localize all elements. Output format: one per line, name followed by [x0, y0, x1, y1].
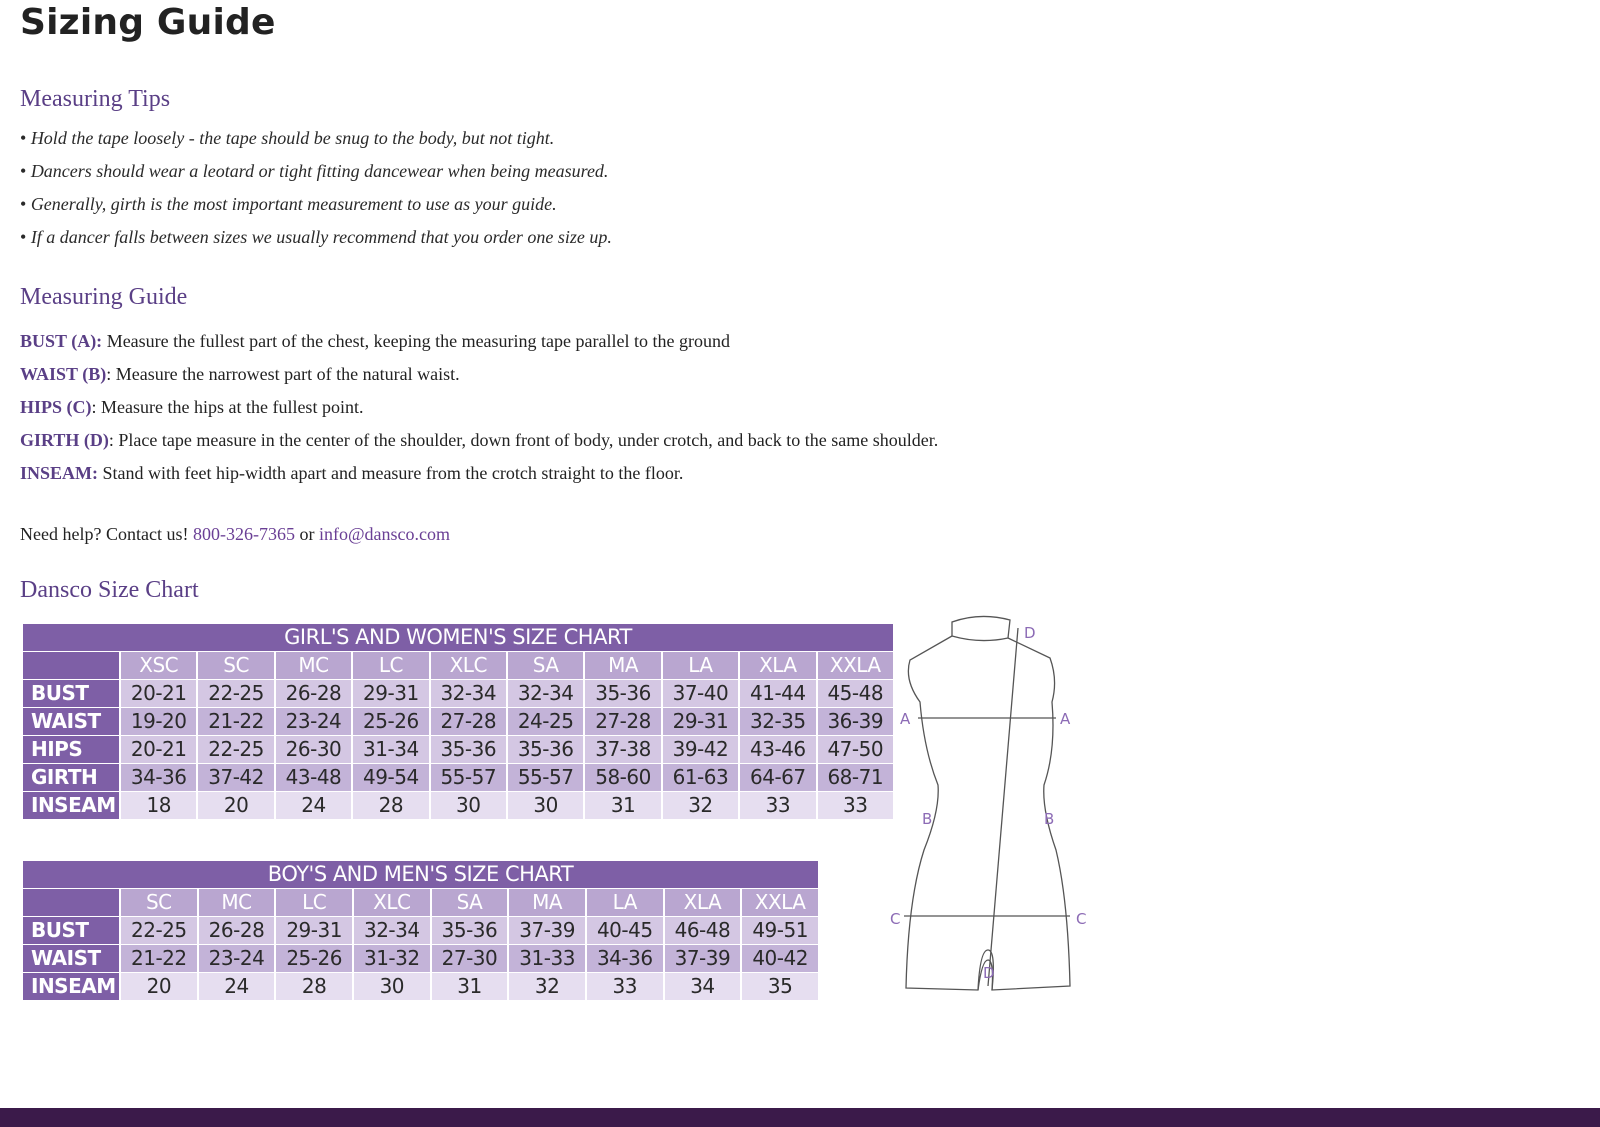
- tip-item: • Dancers should wear a leotard or tight fitting dancewear when being measured.: [20, 159, 612, 192]
- guide-item-waist: [20, 361, 938, 394]
- table-cell: 21-22: [121, 945, 197, 972]
- contact-prefix: Need help? Contact us!: [20, 524, 193, 544]
- table-cell: 20-21: [121, 680, 196, 707]
- girth-line: [988, 628, 1018, 986]
- girls-size-table: [20, 623, 895, 820]
- table-cell: 20: [198, 792, 273, 819]
- table-cell: 47-50: [818, 736, 893, 763]
- guide-item-bust: [20, 328, 938, 361]
- table-cell: 43-46: [740, 736, 815, 763]
- table-cell: 32: [663, 792, 738, 819]
- size-header: SA: [432, 889, 508, 916]
- table-cell: 23-24: [199, 945, 275, 972]
- table-cell: 35-36: [508, 736, 583, 763]
- table-cell: 34: [665, 973, 741, 1000]
- table-cell: 28: [276, 973, 352, 1000]
- table-cell: 29-31: [663, 708, 738, 735]
- table-cell: 37-42: [198, 764, 273, 791]
- table-cell: 40-42: [742, 945, 818, 972]
- table-cell: 41-44: [740, 680, 815, 707]
- table-cell: 23-24: [276, 708, 351, 735]
- table-row: [23, 680, 893, 707]
- table-cell: 22-25: [198, 680, 273, 707]
- guide-term: BUST (A):: [20, 331, 103, 351]
- table-row: [23, 917, 818, 944]
- table-cell: 31-34: [353, 736, 428, 763]
- label-b-left: B: [922, 810, 933, 828]
- table-cell: 34-36: [121, 764, 196, 791]
- table-cell: 31-32: [354, 945, 430, 972]
- table-cell: 24: [199, 973, 275, 1000]
- size-header: XXLA: [818, 652, 893, 679]
- guide-item-girth: [20, 427, 938, 460]
- row-label: GIRTH: [23, 764, 119, 791]
- contact-or: or: [294, 524, 319, 544]
- table-cell: 24: [276, 792, 351, 819]
- guide-term: HIPS (C): [20, 397, 92, 417]
- size-header: MC: [276, 652, 351, 679]
- label-b-right: B: [1044, 810, 1055, 828]
- row-label: INSEAM: [23, 973, 119, 1000]
- table-row: [23, 708, 893, 735]
- table-corner: [23, 652, 119, 679]
- tip-item: • If a dancer falls between sizes we usually recommend that you order one size up.: [20, 225, 612, 258]
- table-cell: 45-48: [818, 680, 893, 707]
- guide-text: : Measure the hips at the fullest point.: [91, 397, 364, 417]
- guide-item-inseam: [20, 460, 938, 493]
- size-header: XLA: [665, 889, 741, 916]
- size-header: XLC: [431, 652, 506, 679]
- table-cell: 64-67: [740, 764, 815, 791]
- measuring-tips-list: [20, 126, 612, 258]
- table-cell: 22-25: [121, 917, 197, 944]
- table-cell: 55-57: [431, 764, 506, 791]
- table-cell: 25-26: [353, 708, 428, 735]
- table-cell: 32-35: [740, 708, 815, 735]
- table-cell: 36-39: [818, 708, 893, 735]
- size-header: LA: [663, 652, 738, 679]
- row-label: WAIST: [23, 708, 119, 735]
- table-cell: 39-42: [663, 736, 738, 763]
- tip-item: • Hold the tape loosely - the tape should be snug to the body, but not tight.: [20, 126, 612, 159]
- table-cell: 31: [585, 792, 660, 819]
- table-cell: 22-25: [198, 736, 273, 763]
- table-cell: 27-30: [432, 945, 508, 972]
- table-cell: 30: [354, 973, 430, 1000]
- table-row: [23, 792, 893, 819]
- table-cell: 37-40: [663, 680, 738, 707]
- size-header: SC: [198, 652, 273, 679]
- body-outline: [904, 616, 1070, 990]
- row-label: HIPS: [23, 736, 119, 763]
- boys-size-table: [20, 860, 820, 1001]
- table-cell: 35-36: [431, 736, 506, 763]
- guide-text: : Measure the narrowest part of the natural waist.: [106, 364, 460, 384]
- table-cell: 19-20: [121, 708, 196, 735]
- size-header: MA: [585, 652, 660, 679]
- table-cell: 46-48: [665, 917, 741, 944]
- table-cell: 33: [740, 792, 815, 819]
- table-cell: 26-28: [276, 680, 351, 707]
- table-cell: 58-60: [585, 764, 660, 791]
- table-cell: 49-51: [742, 917, 818, 944]
- table-cell: 68-71: [818, 764, 893, 791]
- footer-bar: [0, 1108, 1600, 1127]
- table-cell: 26-28: [199, 917, 275, 944]
- size-header: XXLA: [742, 889, 818, 916]
- table-cell: 28: [353, 792, 428, 819]
- boys-table-title: BOY'S AND MEN'S SIZE CHART: [23, 861, 818, 888]
- tip-item: • Generally, girth is the most important measurement to use as your guide.: [20, 192, 612, 225]
- size-header: XLA: [740, 652, 815, 679]
- table-cell: 20-21: [121, 736, 196, 763]
- label-d-top: D: [1024, 624, 1036, 642]
- body-measurement-diagram: [880, 610, 1110, 1000]
- label-a-right: A: [1060, 710, 1071, 728]
- label-c-left: C: [890, 910, 901, 928]
- guide-item-hips: [20, 394, 938, 427]
- row-label: WAIST: [23, 945, 119, 972]
- label-d-bottom: D: [983, 964, 995, 982]
- table-cell: 35: [742, 973, 818, 1000]
- row-label: INSEAM: [23, 792, 119, 819]
- table-cell: 35-36: [432, 917, 508, 944]
- contact-line: [20, 524, 450, 545]
- collar-shape: [952, 616, 1010, 640]
- table-cell: 29-31: [353, 680, 428, 707]
- table-cell: 31-33: [509, 945, 585, 972]
- size-header: XLC: [354, 889, 430, 916]
- table-cell: 49-54: [353, 764, 428, 791]
- table-cell: 24-25: [508, 708, 583, 735]
- table-cell: 25-26: [276, 945, 352, 972]
- table-cell: 32-34: [431, 680, 506, 707]
- table-cell: 27-28: [431, 708, 506, 735]
- table-cell: 35-36: [585, 680, 660, 707]
- table-cell: 30: [508, 792, 583, 819]
- size-header: SC: [121, 889, 197, 916]
- label-a-left: A: [900, 710, 911, 728]
- size-header: XSC: [121, 652, 196, 679]
- label-c-right: C: [1076, 910, 1087, 928]
- size-chart-heading: Dansco Size Chart: [20, 577, 199, 603]
- diagram-labels: [890, 624, 1086, 982]
- table-cell: 18: [121, 792, 196, 819]
- guide-text: : Place tape measure in the center of the shoulder, down front of body, under crotch, and back to the same shoulder.: [108, 430, 939, 450]
- table-cell: 29-31: [276, 917, 352, 944]
- phone-link[interactable]: 800-326-7365: [192, 524, 295, 544]
- table-cell: 32-34: [354, 917, 430, 944]
- measuring-tips-heading: Measuring Tips: [20, 86, 171, 112]
- guide-term: WAIST (B): [20, 364, 107, 384]
- table-row: [23, 736, 893, 763]
- table-cell: 61-63: [663, 764, 738, 791]
- page-title: Sizing Guide: [20, 2, 276, 43]
- table-cell: 27-28: [585, 708, 660, 735]
- table-cell: 21-22: [198, 708, 273, 735]
- table-cell: 34-36: [587, 945, 663, 972]
- measuring-guide-list: [20, 328, 938, 493]
- guide-term: GIRTH (D): [20, 430, 109, 450]
- table-cell: 20: [121, 973, 197, 1000]
- table-cell: 37-39: [509, 917, 585, 944]
- table-cell: 30: [431, 792, 506, 819]
- size-header: SA: [508, 652, 583, 679]
- table-row: [23, 945, 818, 972]
- guide-term: INSEAM:: [20, 463, 99, 483]
- size-header: LC: [276, 889, 352, 916]
- row-label: BUST: [23, 680, 119, 707]
- table-cell: 32: [509, 973, 585, 1000]
- table-corner: [23, 889, 119, 916]
- table-row: [23, 973, 818, 1000]
- size-header: MC: [199, 889, 275, 916]
- size-header: LC: [353, 652, 428, 679]
- table-cell: 33: [587, 973, 663, 1000]
- size-header: MA: [509, 889, 585, 916]
- table-cell: 37-38: [585, 736, 660, 763]
- row-label: BUST: [23, 917, 119, 944]
- table-cell: 32-34: [508, 680, 583, 707]
- size-header: LA: [587, 889, 663, 916]
- guide-text: Measure the fullest part of the chest, keeping the measuring tape parallel to the ground: [102, 331, 730, 351]
- table-cell: 37-39: [665, 945, 741, 972]
- table-cell: 26-30: [276, 736, 351, 763]
- table-cell: 33: [818, 792, 893, 819]
- girls-table-title: GIRL'S AND WOMEN'S SIZE CHART: [23, 624, 893, 651]
- table-cell: 43-48: [276, 764, 351, 791]
- measuring-guide-heading: Measuring Guide: [20, 284, 188, 310]
- table-cell: 40-45: [587, 917, 663, 944]
- table-cell: 55-57: [508, 764, 583, 791]
- table-row: [23, 764, 893, 791]
- guide-text: Stand with feet hip-width apart and measure from the crotch straight to the floor.: [98, 463, 684, 483]
- email-link[interactable]: info@dansco.com: [318, 524, 450, 544]
- table-cell: 31: [432, 973, 508, 1000]
